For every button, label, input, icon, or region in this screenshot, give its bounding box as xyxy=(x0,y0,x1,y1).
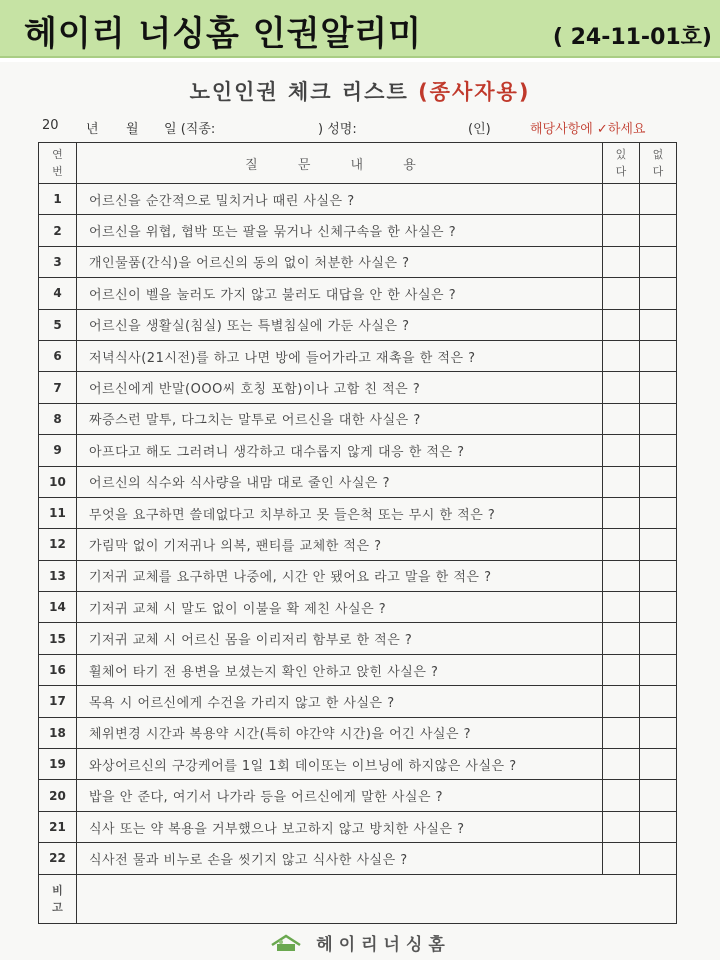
header-yes xyxy=(603,143,640,184)
question-number: 21 xyxy=(39,811,77,842)
table-row xyxy=(39,717,677,748)
remarks-label-line2: 고 xyxy=(52,900,63,914)
question-text: 체위변경 시간과 복용약 시간(특히 야간약 시간)을 어긴 사실은 ? xyxy=(77,717,603,748)
header-no-line1: 없 xyxy=(652,148,664,161)
question-number: 14 xyxy=(39,592,77,623)
meta-day-label: 일 (직종: xyxy=(164,122,216,137)
header-no-line2: 다 xyxy=(652,165,664,178)
yes-checkbox-cell[interactable] xyxy=(603,435,640,466)
question-text: 저녁식사(21시전)를 하고 나면 방에 들어가라고 재촉을 한 적은 ? xyxy=(77,340,603,371)
no-checkbox-cell[interactable] xyxy=(640,278,677,309)
yes-checkbox-cell[interactable] xyxy=(603,811,640,842)
question-text: 짜증스런 말투, 다그치는 말투로 어르신을 대한 사실은 ? xyxy=(77,403,603,434)
no-checkbox-cell[interactable] xyxy=(640,403,677,434)
yes-checkbox-cell[interactable] xyxy=(603,309,640,340)
question-number: 15 xyxy=(39,623,77,654)
question-text: 무엇을 요구하면 쓸데없다고 치부하고 못 들은척 또는 무시 한 적은 ? xyxy=(77,497,603,528)
no-checkbox-cell[interactable] xyxy=(640,749,677,780)
table-row xyxy=(39,780,677,811)
header-number-line1: 연 xyxy=(52,148,63,161)
table-row xyxy=(39,497,677,528)
table-row xyxy=(39,246,677,277)
table-row xyxy=(39,340,677,371)
footer-brand: 헤이리너싱홈 xyxy=(316,935,451,955)
yes-checkbox-cell[interactable] xyxy=(603,780,640,811)
question-text: 아프다고 해도 그러려니 생각하고 대수롭지 않게 대응 한 적은 ? xyxy=(77,435,603,466)
header-banner xyxy=(0,0,720,58)
table-row xyxy=(39,749,677,780)
no-checkbox-cell[interactable] xyxy=(640,843,677,874)
question-text: 와상어르신의 구강케어를 1일 1회 데이또는 이브닝에 하지않은 사실은 ? xyxy=(77,749,603,780)
yes-checkbox-cell[interactable] xyxy=(603,246,640,277)
no-checkbox-cell[interactable] xyxy=(640,372,677,403)
yes-checkbox-cell[interactable] xyxy=(603,560,640,591)
question-text: 식사전 물과 비누로 손을 씻기지 않고 식사한 사실은 ? xyxy=(77,843,603,874)
question-number: 9 xyxy=(39,435,77,466)
yes-checkbox-cell[interactable] xyxy=(603,654,640,685)
table-row xyxy=(39,686,677,717)
remarks-row xyxy=(39,874,677,923)
meta-year-label: 년 xyxy=(86,122,99,137)
yes-checkbox-cell[interactable] xyxy=(603,372,640,403)
yes-checkbox-cell[interactable] xyxy=(603,497,640,528)
question-text: 어르신을 순간적으로 밀치거나 때린 사실은 ? xyxy=(77,184,603,215)
remarks-field[interactable] xyxy=(77,874,677,923)
no-checkbox-cell[interactable] xyxy=(640,811,677,842)
sheet-title-main: 노인인권 체크 리스트 xyxy=(189,80,409,104)
no-checkbox-cell[interactable] xyxy=(640,309,677,340)
table-header-row xyxy=(39,143,677,184)
no-checkbox-cell[interactable] xyxy=(640,497,677,528)
no-checkbox-cell[interactable] xyxy=(640,184,677,215)
question-number: 5 xyxy=(39,309,77,340)
question-number: 16 xyxy=(39,654,77,685)
yes-checkbox-cell[interactable] xyxy=(603,529,640,560)
question-number: 19 xyxy=(39,749,77,780)
header-yes-line2: 다 xyxy=(615,165,627,178)
no-checkbox-cell[interactable] xyxy=(640,466,677,497)
table-row xyxy=(39,466,677,497)
header-no xyxy=(640,143,677,184)
no-checkbox-cell[interactable] xyxy=(640,529,677,560)
table-row xyxy=(39,403,677,434)
question-rows xyxy=(39,184,677,875)
table-row xyxy=(39,592,677,623)
no-checkbox-cell[interactable] xyxy=(640,592,677,623)
yes-checkbox-cell[interactable] xyxy=(603,215,640,246)
meta-seal-label: (인) xyxy=(468,122,491,137)
no-checkbox-cell[interactable] xyxy=(640,623,677,654)
question-number: 18 xyxy=(39,717,77,748)
question-text: 밥을 안 준다, 여기서 나가라 등을 어르신에게 말한 사실은 ? xyxy=(77,780,603,811)
header-question: 질 문 내 용 xyxy=(77,143,603,184)
table-row xyxy=(39,623,677,654)
yes-checkbox-cell[interactable] xyxy=(603,592,640,623)
meta-month-label: 월 xyxy=(126,122,139,137)
question-number: 11 xyxy=(39,497,77,528)
sheet-title xyxy=(0,76,720,106)
table-row xyxy=(39,529,677,560)
table-row xyxy=(39,560,677,591)
question-number: 20 xyxy=(39,780,77,811)
checklist-table xyxy=(38,142,677,924)
yes-checkbox-cell[interactable] xyxy=(603,843,640,874)
yes-checkbox-cell[interactable] xyxy=(603,278,640,309)
header-number-line2: 번 xyxy=(52,165,63,178)
no-checkbox-cell[interactable] xyxy=(640,654,677,685)
yes-checkbox-cell[interactable] xyxy=(603,686,640,717)
table-row xyxy=(39,309,677,340)
no-checkbox-cell[interactable] xyxy=(640,560,677,591)
no-checkbox-cell[interactable] xyxy=(640,215,677,246)
no-checkbox-cell[interactable] xyxy=(640,435,677,466)
question-number: 13 xyxy=(39,560,77,591)
table-row xyxy=(39,811,677,842)
no-checkbox-cell[interactable] xyxy=(640,780,677,811)
question-number: 17 xyxy=(39,686,77,717)
no-checkbox-cell[interactable] xyxy=(640,686,677,717)
question-number: 4 xyxy=(39,278,77,309)
question-number: 7 xyxy=(39,372,77,403)
checklist-sheet xyxy=(0,62,720,960)
header-yes-line1: 있 xyxy=(615,148,627,161)
yes-checkbox-cell[interactable] xyxy=(603,184,640,215)
meta-name-label: ) 성명: xyxy=(318,122,357,137)
question-number: 6 xyxy=(39,340,77,371)
form-meta-line xyxy=(0,118,720,138)
question-text: 어르신에게 반말(OOO씨 호칭 포함)이나 고함 친 적은 ? xyxy=(77,372,603,403)
issue-number: ( 24-11-01호) xyxy=(552,25,712,50)
table-row xyxy=(39,654,677,685)
yes-checkbox-cell[interactable] xyxy=(603,340,640,371)
meta-year: 20 xyxy=(42,118,59,133)
table-row xyxy=(39,278,677,309)
no-checkbox-cell[interactable] xyxy=(640,246,677,277)
question-number: 8 xyxy=(39,403,77,434)
question-text: 가림막 없이 기저귀나 의복, 팬티를 교체한 적은 ? xyxy=(77,529,603,560)
question-text: 식사 또는 약 복용을 거부했으나 보고하지 않고 방치한 사실은 ? xyxy=(77,811,603,842)
yes-checkbox-cell[interactable] xyxy=(603,623,640,654)
question-text: 기저귀 교체를 요구하면 나중에, 시간 안 됐어요 라고 말을 한 적은 ? xyxy=(77,560,603,591)
footer xyxy=(0,930,720,958)
question-text: 목욕 시 어르신에게 수건을 가리지 않고 한 사실은 ? xyxy=(77,686,603,717)
meta-instruction: 해당사항에 ✓하세요 xyxy=(530,122,646,137)
table-row xyxy=(39,184,677,215)
banner-title: 헤이리 너싱홈 인권알리미 xyxy=(24,14,422,54)
question-text: 어르신을 위협, 협박 또는 팔을 묶거나 신체구속을 한 사실은 ? xyxy=(77,215,603,246)
table-row xyxy=(39,435,677,466)
question-number: 10 xyxy=(39,466,77,497)
yes-checkbox-cell[interactable] xyxy=(603,403,640,434)
house-logo-icon xyxy=(269,933,303,953)
remarks-label xyxy=(39,874,77,923)
question-number: 22 xyxy=(39,843,77,874)
sheet-title-subtitle: (종사자용) xyxy=(418,80,531,104)
no-checkbox-cell[interactable] xyxy=(640,340,677,371)
question-number: 2 xyxy=(39,215,77,246)
question-text: 개인물품(간식)을 어르신의 동의 없이 처분한 사실은 ? xyxy=(77,246,603,277)
question-text: 어르신이 벨을 눌러도 가지 않고 불러도 대답을 안 한 사실은 ? xyxy=(77,278,603,309)
question-text: 어르신을 생활실(침실) 또는 특별침실에 가둔 사실은 ? xyxy=(77,309,603,340)
question-text: 기저귀 교체 시 말도 없이 이불을 확 제친 사실은 ? xyxy=(77,592,603,623)
question-number: 12 xyxy=(39,529,77,560)
header-number xyxy=(39,143,77,184)
question-number: 1 xyxy=(39,184,77,215)
remarks-label-line1: 비 xyxy=(52,883,63,897)
yes-checkbox-cell[interactable] xyxy=(603,749,640,780)
yes-checkbox-cell[interactable] xyxy=(603,717,640,748)
table-row xyxy=(39,215,677,246)
table-row xyxy=(39,843,677,874)
question-number: 3 xyxy=(39,246,77,277)
table-row xyxy=(39,372,677,403)
no-checkbox-cell[interactable] xyxy=(640,717,677,748)
question-text: 어르신의 식수와 식사량을 내맘 대로 줄인 사실은 ? xyxy=(77,466,603,497)
yes-checkbox-cell[interactable] xyxy=(603,466,640,497)
question-text: 기저귀 교체 시 어르신 몸을 이리저리 함부로 한 적은 ? xyxy=(77,623,603,654)
question-text: 휠체어 타기 전 용변을 보셨는지 확인 안하고 앉힌 사실은 ? xyxy=(77,654,603,685)
